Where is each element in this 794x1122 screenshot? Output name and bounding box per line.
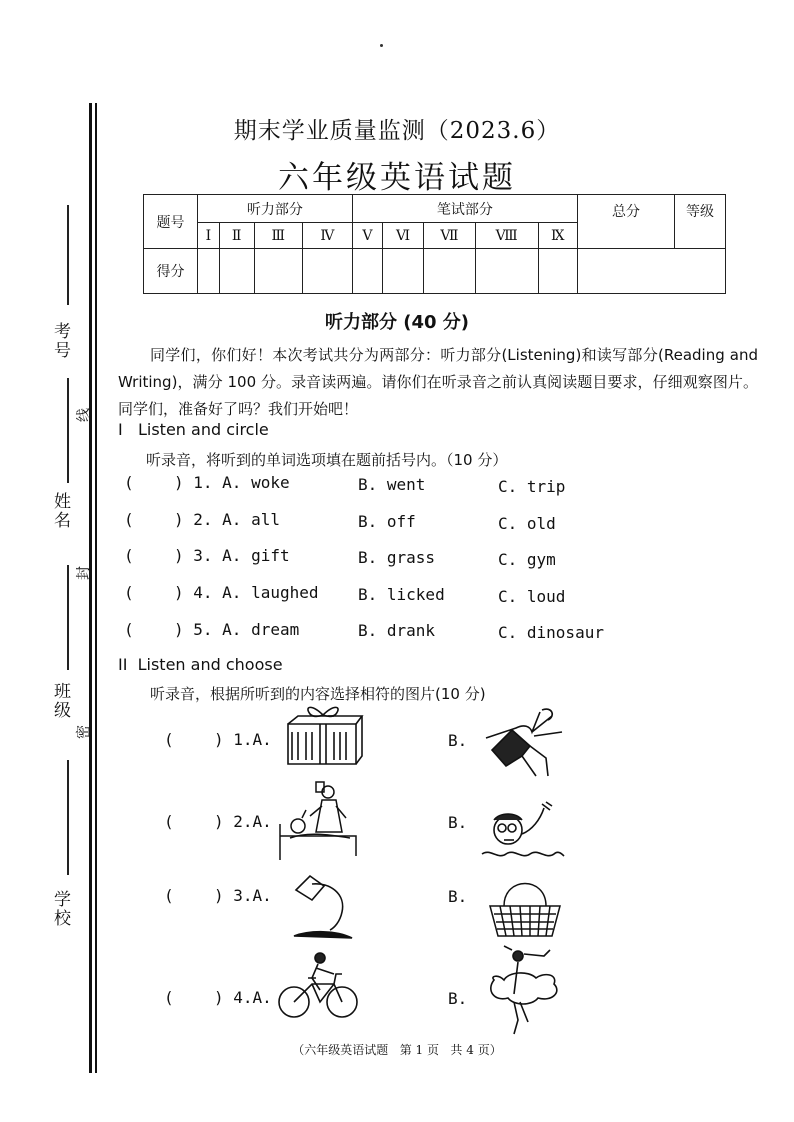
score-row-header: 得分 [144,249,198,294]
q5-option-b: B. drank [358,621,436,640]
score-cell[interactable] [352,249,382,294]
question-number-header: 题号 [144,195,198,249]
q3-option-a: ) 3. A. gift [174,546,290,565]
score-cell[interactable] [219,249,254,294]
listening-heading: 听力部分 (40 分) [324,312,470,333]
p2-q4-b: B. [448,989,468,1008]
hand-gesture-picture [482,706,566,778]
part2-title: II Listen and choose [118,655,283,674]
part2-instruction: 听录音，根据所听到的内容选择相符的图片(10 分) [150,685,486,703]
answer-paren[interactable]: ( [126,510,133,529]
swimmer-picture [480,800,566,864]
exam-number-underline [67,205,69,305]
cyclist-picture [276,950,360,1022]
score-cell[interactable] [383,249,424,294]
q3-option-b: B. grass [358,548,436,567]
exam-number-label: 考号 [50,322,70,360]
school-label: 学校 [50,890,70,928]
answer-paren[interactable]: ( [166,886,173,905]
q2-option-c: C. old [498,514,556,533]
p2-q1-a: ) 1.A. [214,730,272,749]
writing-group-header: 笔试部分 [352,195,577,223]
p2-q2-b: B. [448,813,468,832]
exam-subtitle: 六年级英语试题 [278,160,516,196]
name-label: 姓名 [50,492,70,530]
numeral-cell: Ⅲ [254,223,302,249]
score-table [143,194,726,294]
numeral-cell: Ⅳ [302,223,352,249]
answer-paren[interactable]: ( [166,812,173,831]
name-underline [67,378,69,483]
p2-q3-b: B. [448,887,468,906]
numeral-cell: Ⅵ [383,223,424,249]
q2-option-b: B. off [358,512,416,531]
school-underline [67,760,69,875]
answer-paren[interactable]: ( [126,473,133,492]
scan-dot [380,44,383,47]
basket-picture [486,870,564,942]
score-cell[interactable] [538,249,578,294]
gift-box-picture [282,702,364,770]
p2-q2-a: ) 2.A. [214,812,272,831]
class-underline [67,565,69,670]
score-cell[interactable] [424,249,476,294]
numeral-cell: Ⅰ [198,223,220,249]
q5-option-c: C. dinosaur [498,623,604,642]
q1-option-b: B. went [358,475,426,494]
seal-word-secret: 密 [76,725,92,739]
numeral-cell: Ⅴ [352,223,382,249]
page-footer: （六年级英语试题 第 1 页 共 4 页） [292,1043,502,1057]
answer-paren[interactable]: ( [166,988,173,1007]
part1-title: I Listen and circle [118,420,269,439]
score-cell[interactable] [198,249,220,294]
p2-q1-b: B. [448,731,468,750]
q4-option-c: C. loud [498,587,566,606]
q1-option-a: ) 1. A. woke [174,473,290,492]
answer-paren[interactable]: ( [126,546,133,565]
binding-line-outer [89,103,92,1073]
answer-paren[interactable]: ( [166,730,173,749]
listening-group-header: 听力部分 [198,195,353,223]
q3-option-c: C. gym [498,550,556,569]
numeral-cell: Ⅱ [219,223,254,249]
score-cell[interactable] [475,249,538,294]
binding-line-inner [95,103,97,1073]
q5-option-a: ) 5. A. dream [174,620,300,639]
numeral-cell: Ⅸ [538,223,578,249]
numeral-cell: Ⅷ [475,223,538,249]
doctor-visit-picture [276,776,362,862]
total-header: 总分 [578,195,675,249]
answer-paren[interactable]: ( [126,620,133,639]
total-grade-cell[interactable] [578,249,726,294]
p2-q3-a: ) 3.A. [214,886,272,905]
q1-option-c: C. trip [498,477,566,496]
seal-word-line: 线 [76,408,92,422]
q4-option-b: B. licked [358,585,445,604]
answer-paren[interactable]: ( [126,583,133,602]
q4-option-a: ) 4. A. laughed [174,583,319,602]
exam-title: 期末学业质量监测（2023.6） [233,118,561,144]
q2-option-a: ) 2. A. all [174,510,280,529]
intro-paragraph: 同学们，你们好！本次考试共分为两部分：听力部分(Listening)和读写部分(Reading and Writing)，满分 100 分。录音读两遍。请你们在听录音之前认真阅读题目要求，仔细观察图片。同学们，准备好了吗？我们开始吧！ [118,346,758,418]
class-label: 班级 [50,682,70,720]
numeral-cell: Ⅶ [424,223,476,249]
dancer-picture [484,944,566,1036]
desk-lamp-picture [290,872,356,942]
grade-header: 等级 [675,195,726,249]
seal-word-seal: 封 [76,566,92,580]
p2-q4-a: ) 4.A. [214,988,272,1007]
score-cell[interactable] [254,249,302,294]
score-cell[interactable] [302,249,352,294]
part1-instruction: 听录音，将听到的单词选项填在题前括号内。（10 分） [146,451,508,469]
